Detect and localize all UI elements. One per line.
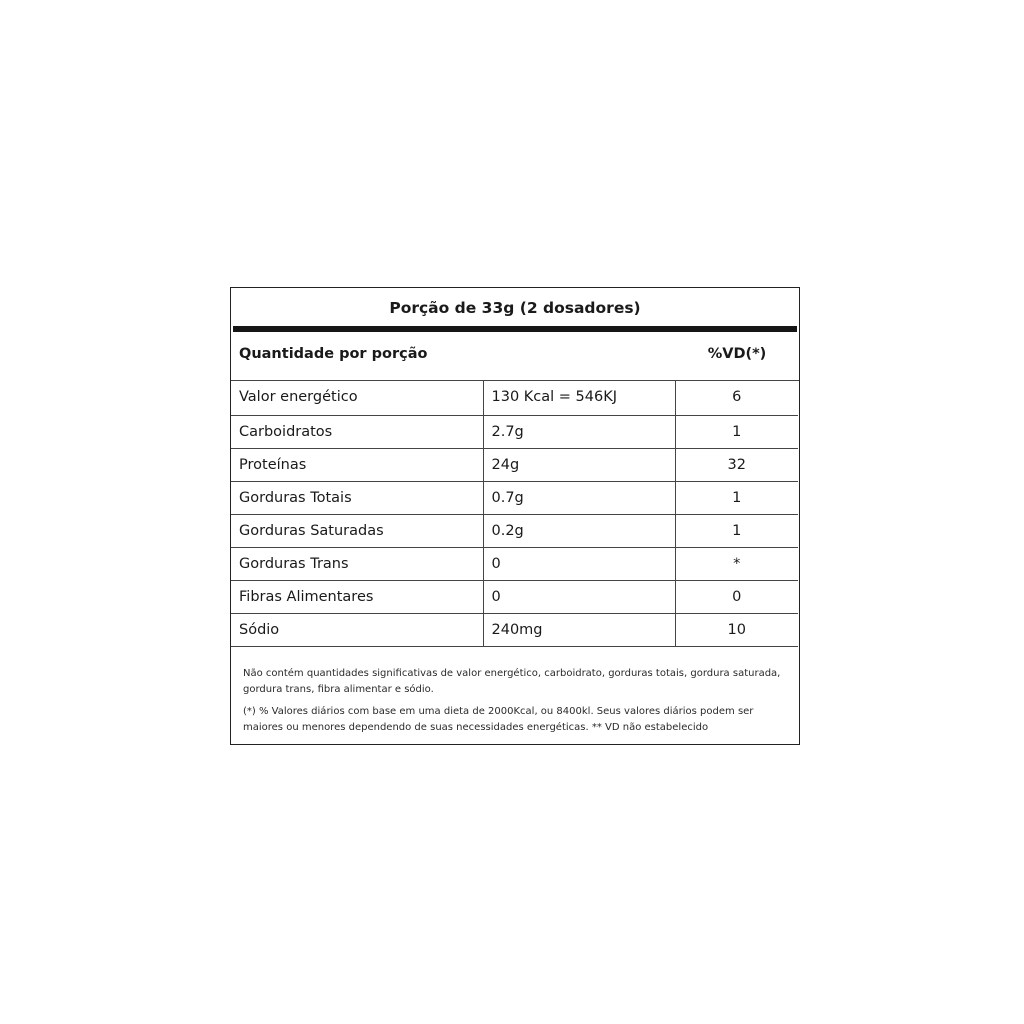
nutrient-amount: 24g — [483, 448, 675, 481]
nutrient-amount: 2.7g — [483, 415, 675, 448]
footnote-not-significant: Não contém quantidades significativas de valor energético, carboidrato, gorduras totais, gordura saturada, gordura trans, fibra alimentar e sódio. — [243, 668, 781, 695]
nutrient-vd: 32 — [675, 448, 798, 481]
nutrient-amount: 0.7g — [483, 481, 675, 514]
nutrient-amount: 0 — [483, 547, 675, 580]
daily-value-header: %VD(*) — [707, 346, 767, 362]
nutrient-name: Sódio — [231, 613, 483, 646]
nutrient-name: Proteínas — [231, 448, 483, 481]
table-row — [231, 481, 798, 514]
table-row — [231, 514, 798, 547]
nutrient-name: Carboidratos — [231, 415, 483, 448]
nutrient-name: Fibras Alimentares — [231, 580, 483, 613]
nutrient-vd: 1 — [675, 481, 798, 514]
nutrient-amount: 0 — [483, 580, 675, 613]
table-row — [231, 580, 798, 613]
footnotes — [243, 666, 785, 742]
nutrient-vd: 10 — [675, 613, 798, 646]
nutrient-name: Gorduras Totais — [231, 481, 483, 514]
nutrition-facts-table — [230, 287, 800, 745]
table-row — [231, 415, 798, 448]
nutrient-vd: 6 — [675, 380, 798, 415]
nutrient-name: Valor energético — [231, 380, 483, 415]
nutrient-amount: 130 Kcal = 546KJ — [483, 380, 675, 415]
nutrient-vd: * — [675, 547, 798, 580]
table-row — [231, 547, 798, 580]
nutrient-vd: 1 — [675, 514, 798, 547]
nutrient-vd: 0 — [675, 580, 798, 613]
footnote-daily-values: (*) % Valores diários com base em uma dieta de 2000Kcal, ou 8400kl. Seus valores diários podem ser maiores ou menores dependendo de suas necessidades energéticas. ** VD não estabelecido — [243, 706, 754, 733]
table-header — [231, 332, 799, 381]
nutrient-name: Gorduras Saturadas — [231, 514, 483, 547]
table-row — [231, 380, 798, 415]
nutrient-vd: 1 — [675, 415, 798, 448]
nutrient-amount: 0.2g — [483, 514, 675, 547]
nutrient-name: Gorduras Trans — [231, 547, 483, 580]
serving-size-title: Porção de 33g (2 dosadores) — [389, 299, 641, 317]
nutrient-rows — [231, 380, 798, 647]
quantity-header: Quantidade por porção — [239, 346, 428, 362]
nutrient-amount: 240mg — [483, 613, 675, 646]
table-row — [231, 448, 798, 481]
table-row — [231, 613, 798, 646]
